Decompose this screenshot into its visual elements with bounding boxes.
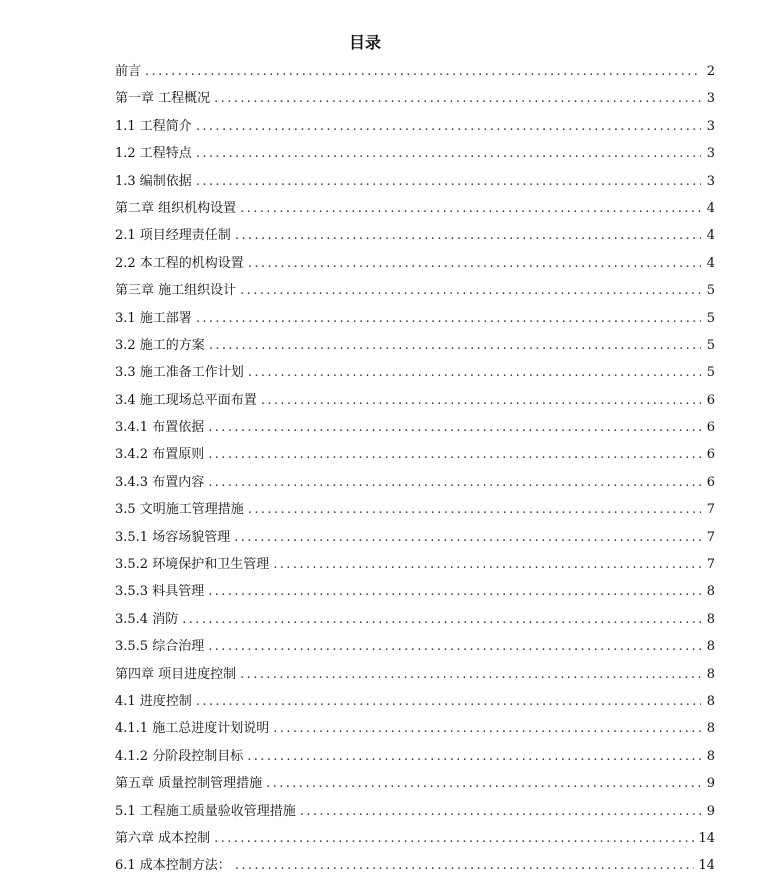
toc-entry-label: 6.1 成本控制方法： bbox=[115, 858, 231, 874]
dot-leader bbox=[145, 58, 701, 85]
toc-entry[interactable] bbox=[115, 359, 715, 386]
toc-entry[interactable] bbox=[115, 633, 715, 660]
dot-leader bbox=[234, 524, 701, 551]
dot-leader bbox=[214, 825, 694, 852]
toc-entry-label: 3.5.5 综合治理 bbox=[115, 639, 205, 655]
toc-entry[interactable] bbox=[115, 387, 715, 414]
toc-entry[interactable] bbox=[115, 551, 715, 578]
dot-leader bbox=[300, 798, 701, 825]
dot-leader bbox=[208, 441, 701, 468]
toc-entry-page-number: 6 bbox=[706, 474, 715, 490]
toc-entry[interactable] bbox=[115, 140, 715, 167]
toc-entry-page-number: 8 bbox=[706, 639, 715, 655]
toc-entry[interactable] bbox=[115, 661, 715, 688]
toc-entry-page-number: 7 bbox=[706, 529, 715, 545]
toc-entry[interactable] bbox=[115, 715, 715, 742]
dot-leader bbox=[208, 469, 701, 496]
toc-entry-page-number: 8 bbox=[706, 748, 715, 764]
toc-entry[interactable] bbox=[115, 825, 715, 852]
toc-entry[interactable] bbox=[115, 852, 715, 879]
toc-entry[interactable] bbox=[115, 250, 715, 277]
toc-entry-label: 5.1 工程施工质量验收管理措施 bbox=[115, 803, 296, 819]
toc-entry-page-number: 6 bbox=[706, 447, 715, 463]
dot-leader bbox=[240, 277, 701, 304]
toc-entry-label: 3.2 施工的方案 bbox=[115, 337, 205, 353]
dot-leader bbox=[208, 578, 701, 605]
dot-leader bbox=[247, 743, 701, 770]
dot-leader bbox=[196, 688, 701, 715]
dot-leader bbox=[208, 633, 701, 660]
dot-leader bbox=[235, 852, 695, 879]
dot-leader bbox=[196, 305, 701, 332]
dot-leader bbox=[273, 715, 701, 742]
toc-entry-page-number: 8 bbox=[706, 666, 715, 682]
toc-entry[interactable] bbox=[115, 606, 715, 633]
toc-entry-label: 2.2 本工程的机构设置 bbox=[115, 255, 244, 271]
toc-entry-label: 前言 bbox=[115, 64, 142, 79]
toc-entry-page-number: 5 bbox=[706, 365, 715, 381]
toc-entry-label: 3.4.1 布置依据 bbox=[115, 420, 205, 436]
toc-entry[interactable] bbox=[115, 222, 715, 249]
dot-leader bbox=[248, 250, 701, 277]
toc-entry-label: 2.1 项目经理责任制 bbox=[115, 228, 231, 244]
toc-entry-page-number: 3 bbox=[706, 118, 715, 134]
toc-entry-label: 第三章 施工组织设计 bbox=[115, 283, 237, 299]
toc-entry[interactable] bbox=[115, 168, 715, 195]
toc-entry-label: 第四章 项目进度控制 bbox=[115, 666, 237, 682]
dot-leader bbox=[240, 661, 701, 688]
toc-entry-page-number: 4 bbox=[706, 255, 715, 271]
toc-entry-label: 3.3 施工准备工作计划 bbox=[115, 365, 244, 381]
dot-leader bbox=[266, 770, 701, 797]
toc-entry-page-number: 2 bbox=[706, 64, 715, 79]
dot-leader bbox=[196, 168, 701, 195]
dot-leader bbox=[261, 387, 701, 414]
toc-entry-page-number: 14 bbox=[698, 830, 715, 846]
toc-entry[interactable] bbox=[115, 743, 715, 770]
toc-entry[interactable] bbox=[115, 58, 715, 85]
dot-leader bbox=[248, 359, 701, 386]
toc-entry[interactable] bbox=[115, 524, 715, 551]
toc-entry-page-number: 6 bbox=[706, 420, 715, 436]
toc-entry-label: 第一章 工程概况 bbox=[115, 91, 211, 107]
toc-entry-label: 3.5 文明施工管理措施 bbox=[115, 502, 244, 518]
dot-leader bbox=[248, 496, 701, 523]
toc-entry[interactable] bbox=[115, 414, 715, 441]
dot-leader bbox=[182, 606, 701, 633]
toc-entry-label: 1.3 编制依据 bbox=[115, 173, 192, 189]
toc-entry-label: 1.2 工程特点 bbox=[115, 146, 192, 162]
toc-entry[interactable] bbox=[115, 277, 715, 304]
toc-entry[interactable] bbox=[115, 441, 715, 468]
toc-entry-label: 第二章 组织机构设置 bbox=[115, 200, 237, 216]
toc-entry-page-number: 5 bbox=[706, 310, 715, 326]
toc-entry-page-number: 8 bbox=[706, 611, 715, 627]
toc-entry-page-number: 7 bbox=[706, 502, 715, 518]
toc-entry-label: 3.4.2 布置原则 bbox=[115, 447, 205, 463]
toc-entry[interactable] bbox=[115, 85, 715, 112]
toc-entry[interactable] bbox=[115, 332, 715, 359]
toc-entry[interactable] bbox=[115, 688, 715, 715]
toc-entry-page-number: 8 bbox=[706, 584, 715, 600]
toc-entry-label: 1.1 工程简介 bbox=[115, 118, 192, 134]
toc-entry-label: 3.5.3 料具管理 bbox=[115, 584, 205, 600]
toc-entry[interactable] bbox=[115, 770, 715, 797]
toc-entry-label: 3.5.1 场容场貌管理 bbox=[115, 529, 231, 545]
toc-entry[interactable] bbox=[115, 113, 715, 140]
toc-title: 目录 bbox=[348, 33, 381, 52]
toc-entry-page-number: 9 bbox=[706, 776, 715, 792]
toc-entry[interactable] bbox=[115, 496, 715, 523]
toc-entry-page-number: 4 bbox=[706, 228, 715, 244]
toc-entry-page-number: 3 bbox=[706, 173, 715, 189]
toc-entry[interactable] bbox=[115, 305, 715, 332]
toc-entry-label: 4.1.1 施工总进度计划说明 bbox=[115, 721, 270, 737]
toc-entry-page-number: 4 bbox=[706, 200, 715, 216]
toc-entry-label: 3.5.2 环境保护和卫生管理 bbox=[115, 557, 270, 573]
toc-entry-label: 3.1 施工部署 bbox=[115, 310, 192, 326]
toc-entry-page-number: 5 bbox=[706, 283, 715, 299]
toc-entry-page-number: 6 bbox=[706, 392, 715, 408]
toc-entry-page-number: 3 bbox=[706, 146, 715, 162]
dot-leader bbox=[208, 414, 701, 441]
toc-entry-page-number: 7 bbox=[706, 557, 715, 573]
toc-entry[interactable] bbox=[115, 798, 715, 825]
toc-entry-label: 第五章 质量控制管理措施 bbox=[115, 776, 263, 792]
dot-leader bbox=[196, 113, 701, 140]
toc-entry-page-number: 8 bbox=[706, 721, 715, 737]
toc-entry-page-number: 9 bbox=[706, 803, 715, 819]
table-of-contents bbox=[115, 58, 715, 880]
dot-leader bbox=[240, 195, 701, 222]
toc-entry-page-number: 8 bbox=[706, 693, 715, 709]
dot-leader bbox=[209, 332, 701, 359]
toc-entry-label: 4.1.2 分阶段控制目标 bbox=[115, 748, 244, 764]
toc-entry[interactable] bbox=[115, 469, 715, 496]
toc-entry-label: 第六章 成本控制 bbox=[115, 830, 211, 846]
toc-entry-label: 3.4 施工现场总平面布置 bbox=[115, 392, 257, 408]
toc-entry[interactable] bbox=[115, 195, 715, 222]
toc-entry-label: 3.4.3 布置内容 bbox=[115, 474, 205, 490]
toc-entry-label: 3.5.4 消防 bbox=[115, 611, 179, 627]
dot-leader bbox=[196, 140, 701, 167]
dot-leader bbox=[235, 222, 701, 249]
toc-entry[interactable] bbox=[115, 578, 715, 605]
toc-entry-page-number: 3 bbox=[706, 91, 715, 107]
toc-entry-page-number: 14 bbox=[698, 858, 715, 874]
toc-entry-label: 4.1 进度控制 bbox=[115, 693, 192, 709]
dot-leader bbox=[214, 85, 701, 112]
dot-leader bbox=[273, 551, 701, 578]
toc-entry-page-number: 5 bbox=[706, 337, 715, 353]
